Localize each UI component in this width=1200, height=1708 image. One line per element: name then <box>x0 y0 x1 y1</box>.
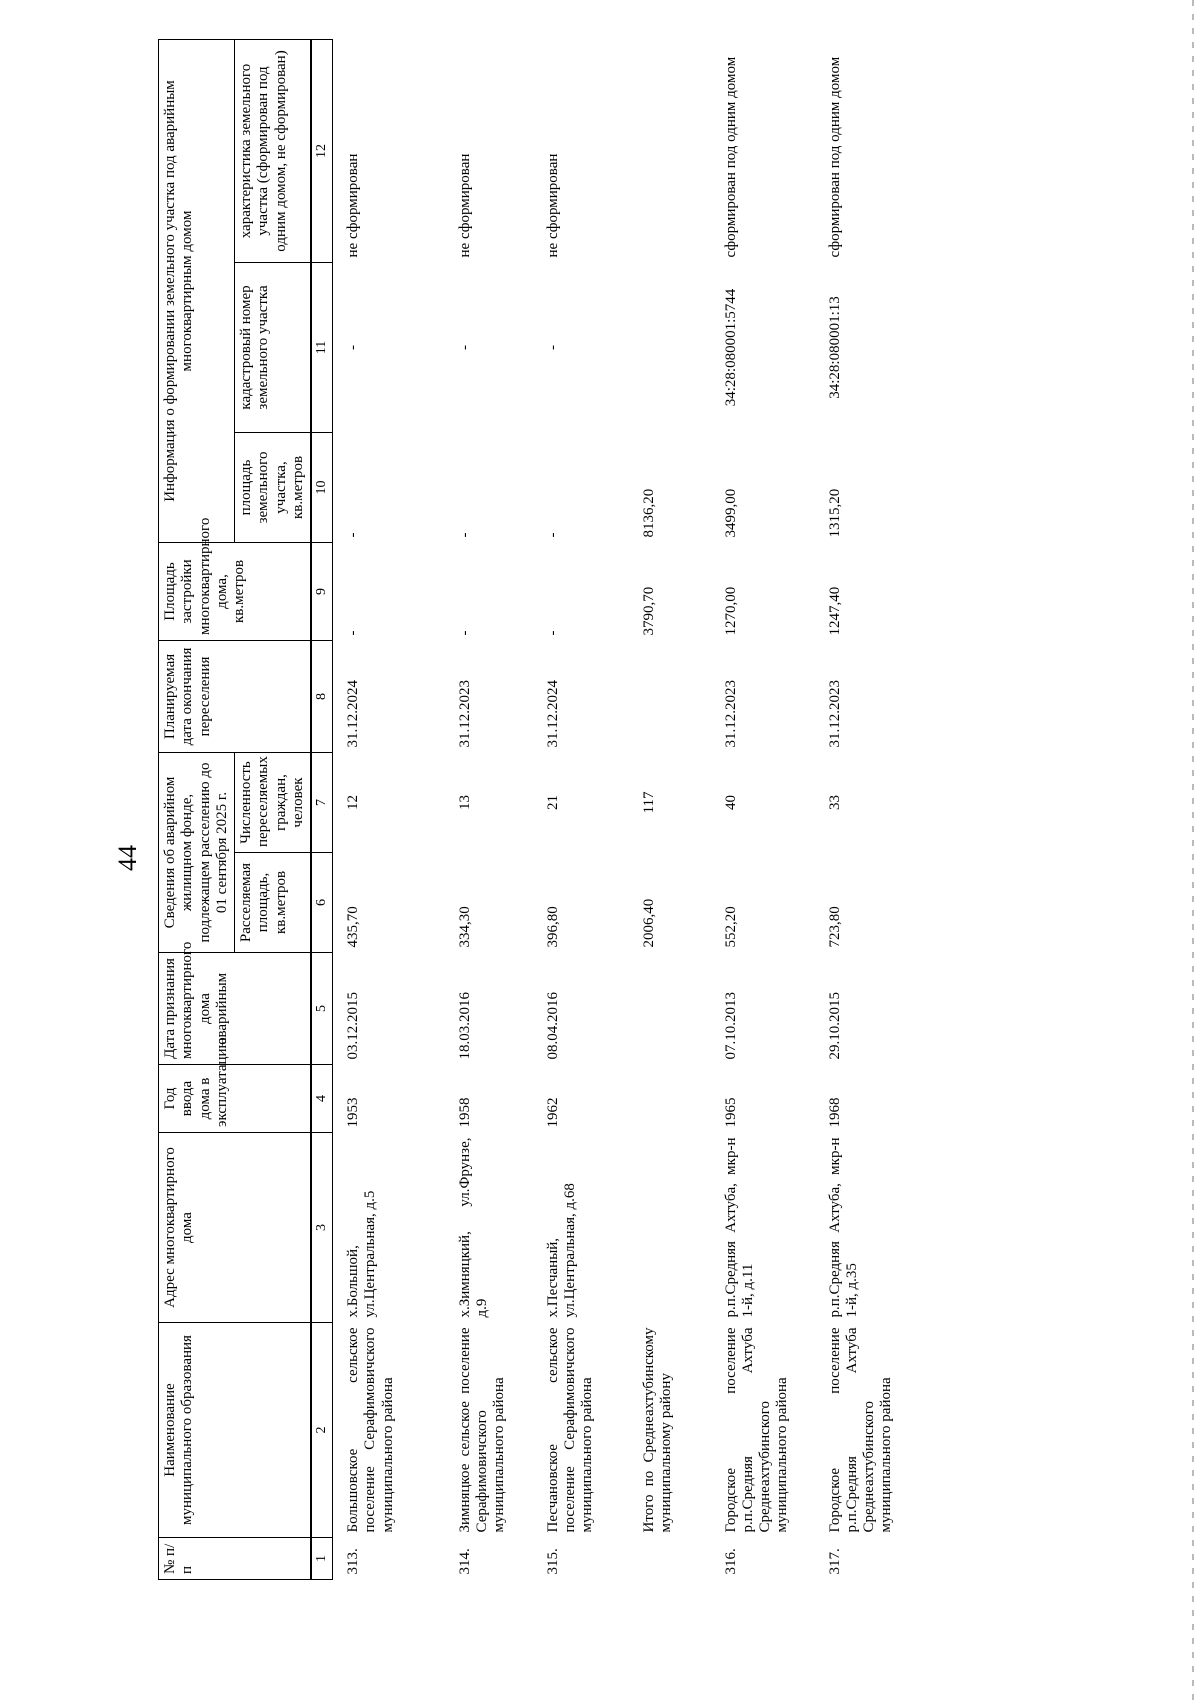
people-count: 21 <box>544 795 561 810</box>
rotated-table-wrapper <box>158 40 1038 1580</box>
header-building-area: Площадь застройки многоквартирного дома, кв.метров <box>159 542 312 640</box>
recognition-date: 18.03.2016 <box>456 992 473 1060</box>
commission-year: 1962 <box>544 1097 561 1128</box>
planned-date: 31.12.2023 <box>826 679 843 748</box>
house-address: р.п.Средняя Ахтуба, мкр-н 1-й, д.11 <box>722 1137 756 1318</box>
cadastral-number: - <box>345 344 362 350</box>
total-land-area: 8136,20 <box>640 488 657 538</box>
cadastral-number: - <box>456 344 473 350</box>
resettled-area: 334,30 <box>456 906 473 948</box>
header-resettled-area: Расселяемая площадь, кв.метров <box>235 853 312 953</box>
planned-date: 31.12.2023 <box>456 679 473 748</box>
row-number: 315. <box>544 1548 561 1575</box>
header-people-count: Численность переселяемых граждан, человек <box>235 752 312 852</box>
page-number: 44 <box>113 845 142 871</box>
land-area: 1315,20 <box>826 488 843 538</box>
land-status: не сформирован <box>345 153 362 258</box>
table-row-total <box>629 39 711 1579</box>
building-area: 1270,00 <box>722 586 739 636</box>
column-number: 9 <box>311 542 333 640</box>
land-status: сформирован под одним домом <box>826 56 843 258</box>
recognition-date: 08.04.2016 <box>544 992 561 1060</box>
column-number: 8 <box>311 640 333 752</box>
column-number-row <box>311 39 333 1579</box>
land-status: сформирован под одним домом <box>722 56 739 258</box>
emergency-housing-table <box>158 39 919 1580</box>
column-number: 12 <box>311 39 333 262</box>
land-area: 3499,00 <box>722 488 739 538</box>
planned-date <box>629 640 711 752</box>
resettled-area: 723,80 <box>826 906 843 948</box>
commission-year: 1965 <box>722 1097 739 1128</box>
table-row <box>711 39 815 1579</box>
house-address: р.п.Средняя Ахтуба, мкр-н 1-й, д.35 <box>826 1137 860 1318</box>
house-address: х.Зимняцкий, ул.Фрунзе, д.9 <box>456 1137 490 1318</box>
row-number: 314. <box>456 1548 473 1575</box>
column-number: 7 <box>311 752 333 852</box>
column-number: 2 <box>311 1323 333 1538</box>
table-row <box>445 39 533 1579</box>
recognition-date: 07.10.2013 <box>722 992 739 1060</box>
people-count: 40 <box>722 795 739 810</box>
municipality-name: Зимняцкое сельское поселение Серафимовичского муниципального района <box>456 1327 508 1533</box>
resettled-area: 396,80 <box>544 906 561 948</box>
people-count: 13 <box>456 795 473 810</box>
scan-edge-artifact <box>1192 0 1194 1708</box>
land-area: - <box>456 532 473 538</box>
header-planned-date: Планируемая дата окончания переселения <box>159 640 312 752</box>
header-year: Год ввода дома в эксплуатацию <box>159 1065 312 1133</box>
land-area: - <box>345 532 362 538</box>
building-area: - <box>544 630 561 636</box>
municipality-name: Песчановское сельское поселение Серафимовичского муниципального района <box>544 1327 596 1533</box>
total-resettled-area: 2006,40 <box>640 898 657 948</box>
column-number: 11 <box>311 262 333 432</box>
header-address: Адрес многоквартирного дома <box>159 1133 312 1323</box>
resettled-area: 435,70 <box>345 906 362 948</box>
people-count: 33 <box>826 795 843 810</box>
total-building-area: 3790,70 <box>640 586 657 636</box>
resettled-area: 552,20 <box>722 906 739 948</box>
building-area: - <box>456 630 473 636</box>
municipality-name: Городское поселение р.п.Средняя Ахтуба Среднеахтубинского муниципального района <box>826 1327 895 1533</box>
row-number: 316. <box>722 1548 739 1575</box>
commission-year: 1958 <box>456 1097 473 1128</box>
recognition-date <box>629 953 711 1065</box>
people-count: 12 <box>345 795 362 810</box>
header-number: № п/п <box>159 1538 312 1580</box>
header-land-info: Информация о формировании земельного участка под аварийным многоквартирным домом <box>159 39 235 542</box>
planned-date: 31.12.2024 <box>345 679 362 748</box>
row-number: 313. <box>345 1548 362 1575</box>
building-area: 1247,40 <box>826 586 843 636</box>
header-land-area: площадь земельного участка, кв.метров <box>235 432 312 542</box>
header-municipality: Наименование муниципального образования <box>159 1323 312 1538</box>
column-number: 10 <box>311 432 333 542</box>
commission-year: 1953 <box>345 1097 362 1128</box>
table-row <box>333 39 445 1579</box>
land-status <box>629 39 711 262</box>
row-number <box>629 1538 711 1580</box>
house-address <box>629 1133 711 1323</box>
commission-year <box>629 1065 711 1133</box>
recognition-date: 29.10.2015 <box>826 992 843 1060</box>
header-land-status: характеристика земельного участка (сформирован под одним домом, не сформирован) <box>235 39 312 262</box>
total-people-count: 117 <box>640 791 657 814</box>
land-area: - <box>544 532 561 538</box>
recognition-date: 03.12.2015 <box>345 992 362 1060</box>
table-row <box>533 39 629 1579</box>
house-address: х.Большой, ул.Центральная, д.5 <box>345 1190 379 1318</box>
land-status: не сформирован <box>456 153 473 258</box>
municipality-name: Городское поселение р.п.Средняя Ахтуба Среднеахтубинского муниципального района <box>722 1327 791 1533</box>
cadastral-number: 34:28:080001:13 <box>826 296 843 399</box>
land-status: не сформирован <box>544 153 561 258</box>
row-number: 317. <box>826 1548 843 1575</box>
column-number: 1 <box>311 1538 333 1580</box>
cadastral-number: 34:28:080001:5744 <box>722 288 739 407</box>
table-row <box>815 39 919 1579</box>
commission-year: 1968 <box>826 1097 843 1128</box>
planned-date: 31.12.2023 <box>722 679 739 748</box>
municipality-name: Большовское сельское поселение Серафимовичского муниципального района <box>345 1327 396 1533</box>
planned-date: 31.12.2024 <box>544 679 561 748</box>
total-label: Итого по Среднеахтубинскому муниципальному району <box>640 1327 674 1533</box>
column-number: 3 <box>311 1133 333 1323</box>
column-number: 6 <box>311 853 333 953</box>
cadastral-number <box>629 262 711 432</box>
header-cadastral-number: кадастровый номер земельного участка <box>235 262 312 432</box>
header-emergency-fund: Сведения об аварийном жилищном фонде, подлежащем расселению до 01 сентября 2025 г. <box>159 752 235 952</box>
column-number: 5 <box>311 953 333 1065</box>
header-recognition-date: Дата признания многоквартирного дома аварийным <box>159 953 312 1065</box>
building-area: - <box>345 630 362 636</box>
house-address: х.Песчаный, ул.Центральная, д.68 <box>544 1183 578 1318</box>
cadastral-number: - <box>544 344 561 350</box>
column-number: 4 <box>311 1065 333 1133</box>
